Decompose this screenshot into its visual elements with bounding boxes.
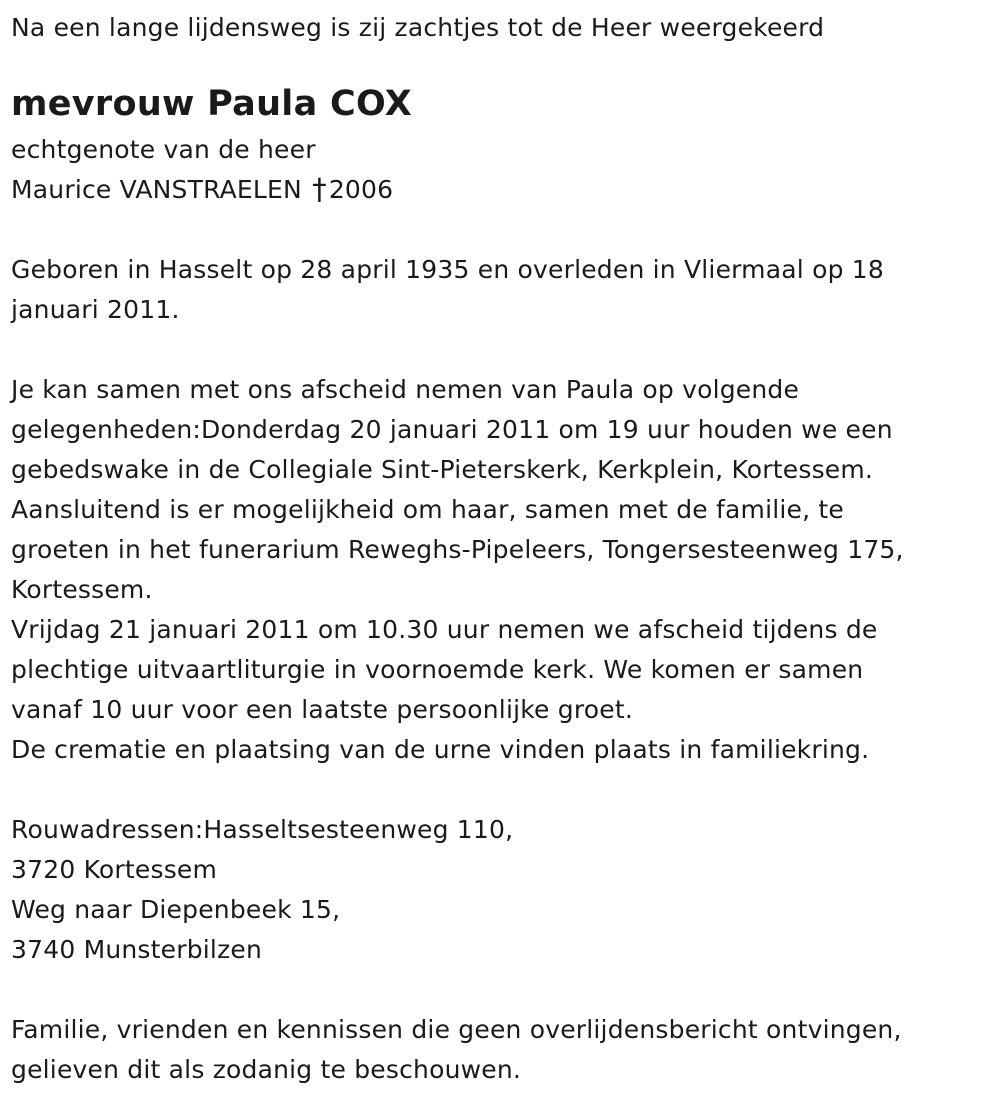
ceremony-line: De crematie en plaatsing van de urne vinden plaats in familiekring.	[11, 735, 870, 764]
ceremony-line: gebedswake in de Collegiale Sint-Pieterskerk, Kerkplein, Kortessem.	[11, 455, 874, 484]
ceremony-line: Je kan samen met ons afscheid nemen van Paula op volgende	[11, 375, 800, 404]
ceremony-line: Vrijdag 21 januari 2011 om 10.30 uur nemen we afscheid tijdens de	[11, 615, 878, 644]
ceremony-line: groeten in het funerarium Reweghs-Pipeleers, Tongersesteenweg 175,	[11, 535, 904, 564]
spouse-death-year: 2006	[328, 175, 394, 204]
address-line: Rouwadressen:Hasseltsesteenweg 110,	[11, 815, 514, 844]
deceased-name: mevrouw Paula COX	[11, 84, 413, 124]
birth-death-line: Geboren in Hasselt op 28 april 1935 en overleden in Vliermaal op 18	[11, 255, 884, 284]
ceremony-line: plechtige uitvaartliturgie in voornoemde kerk. We komen er samen	[11, 655, 864, 684]
relation-line: echtgenote van de heer	[11, 135, 316, 164]
address-line: 3720 Kortessem	[11, 855, 218, 884]
ceremony-line: vanaf 10 uur voor een laatste persoonlijke groet.	[11, 695, 633, 724]
address-line: 3740 Munsterbilzen	[11, 935, 263, 964]
ceremony-line: Aansluitend is er mogelijkheid om haar, samen met de familie, te	[11, 495, 844, 524]
cross-icon: †	[312, 172, 327, 206]
ceremony-line: Kortessem.	[11, 575, 153, 604]
opening-line: Na een lange lijdensweg is zij zachtjes tot de Heer weergekeerd	[11, 13, 825, 42]
spouse-name: Maurice VANSTRAELEN	[11, 175, 302, 204]
spouse-line	[11, 170, 986, 210]
ceremony-line: gelegenheden:Donderdag 20 januari 2011 om 19 uur houden we een	[11, 415, 893, 444]
closing-line: gelieven dit als zodanig te beschouwen.	[11, 1055, 522, 1084]
birth-death-line: januari 2011.	[11, 295, 180, 324]
address-line: Weg naar Diepenbeek 15,	[11, 895, 341, 924]
closing-line: Familie, vrienden en kennissen die geen overlijdensbericht ontvingen,	[11, 1015, 902, 1044]
